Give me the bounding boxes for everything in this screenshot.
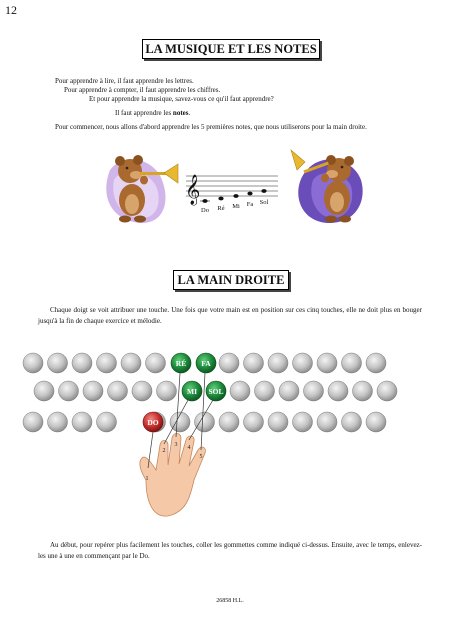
right-hand-illustration xyxy=(140,434,205,517)
grey-key xyxy=(72,412,92,432)
grey-key xyxy=(97,353,117,373)
note-re xyxy=(218,197,223,201)
svg-text:FA: FA xyxy=(201,359,211,368)
grey-key xyxy=(83,381,103,401)
note-mi xyxy=(233,194,238,198)
svg-text:RÉ: RÉ xyxy=(175,359,187,368)
grey-key xyxy=(121,353,141,373)
grey-key xyxy=(59,381,79,401)
intro-line-first-five: Pour commencer, nous allons d'abord apprendre les 5 premières notes, que nous utiliserons pour la main droite. xyxy=(55,123,367,131)
finger-number-1: 1 xyxy=(145,476,149,482)
grey-key xyxy=(342,353,362,373)
finger-number-5: 5 xyxy=(199,454,203,460)
grey-key xyxy=(366,353,386,373)
grey-key xyxy=(23,353,43,373)
grey-key xyxy=(353,381,373,401)
grey-key xyxy=(48,353,68,373)
treble-clef-icon: 𝄞 xyxy=(185,175,201,204)
right-hand-keyboard-diagram xyxy=(0,340,460,520)
grey-key xyxy=(34,381,54,401)
grey-key xyxy=(157,381,177,401)
staff-label-sol: Sol xyxy=(259,199,269,206)
staff-label-mi: Mi xyxy=(232,203,240,210)
grey-key xyxy=(255,381,275,401)
grey-key xyxy=(97,412,117,432)
grey-key xyxy=(219,353,239,373)
key-mi xyxy=(182,381,202,401)
key-do xyxy=(143,412,163,432)
grey-key xyxy=(268,412,288,432)
finger-number-3: 3 xyxy=(174,442,178,448)
intro-line-numbers: Pour apprendre à compter, il faut apprendre les chiffres. xyxy=(64,86,221,94)
page-number: 12 xyxy=(5,3,17,17)
intro-line-notes: Il faut apprendre les notes. xyxy=(115,109,191,117)
grey-key xyxy=(195,412,215,432)
note-sol xyxy=(261,189,266,193)
staff-label-re: Ré xyxy=(217,205,225,212)
grey-key xyxy=(132,381,152,401)
note-do xyxy=(202,199,207,203)
intro-line-music: Et pour apprendre la musique, savez-vous ce qu'il faut apprendre? xyxy=(89,95,274,103)
grey-key xyxy=(48,412,68,432)
svg-text:MI: MI xyxy=(187,387,197,396)
music-staff xyxy=(182,170,282,214)
finger-number-2: 2 xyxy=(162,448,166,454)
grey-key xyxy=(293,412,313,432)
grey-key xyxy=(72,353,92,373)
key-fa xyxy=(196,353,216,373)
grey-key xyxy=(108,381,128,401)
grey-key xyxy=(219,412,239,432)
grey-key xyxy=(366,412,386,432)
svg-text:DO: DO xyxy=(147,418,159,427)
section-title-right-hand: LA MAIN DROITE xyxy=(173,270,289,290)
grey-key xyxy=(317,353,337,373)
grey-key xyxy=(230,381,250,401)
staff-label-fa: Fa xyxy=(246,201,254,208)
bear-trumpet-right-illustration xyxy=(287,140,369,224)
section-title-music-notes: LA MUSIQUE ET LES NOTES xyxy=(142,39,320,59)
intro-line-letters: Pour apprendre à lire, il faut apprendre les lettres. xyxy=(55,77,194,85)
button-row-bottom xyxy=(23,412,386,432)
grey-key xyxy=(146,353,166,373)
note-fa xyxy=(247,192,252,196)
finger-number-4: 4 xyxy=(187,445,191,451)
grey-key xyxy=(328,381,348,401)
grey-key xyxy=(304,381,324,401)
grey-key xyxy=(293,353,313,373)
grey-key xyxy=(23,412,43,432)
grey-key xyxy=(377,381,397,401)
right-hand-paragraph: Chaque doigt se voit attribuer une touche. Une fois que votre main est en position sur ces cinq touches, elle ne doit plus en bouger jusqu'à la fin de chaque exercice et mélodie. xyxy=(38,306,422,325)
grey-key xyxy=(342,412,362,432)
grey-key xyxy=(317,412,337,432)
grey-key xyxy=(244,353,264,373)
grey-key xyxy=(279,381,299,401)
stickers-paragraph: Au début, pour repérer plus facilement les touches, coller les gommettes comme indiqué ci-dessus. Ensuite, avec le temps, enlevez-les une à une en commençant par le Do. xyxy=(38,541,422,560)
footer-reference: 26858 H.L. xyxy=(216,598,244,604)
grey-key xyxy=(268,353,288,373)
staff-label-do: Do xyxy=(201,207,209,214)
svg-text:SOL: SOL xyxy=(208,387,224,396)
key-sol xyxy=(206,381,226,401)
grey-key xyxy=(244,412,264,432)
key-re xyxy=(171,353,191,373)
bear-trumpet-left-illustration xyxy=(100,140,182,224)
